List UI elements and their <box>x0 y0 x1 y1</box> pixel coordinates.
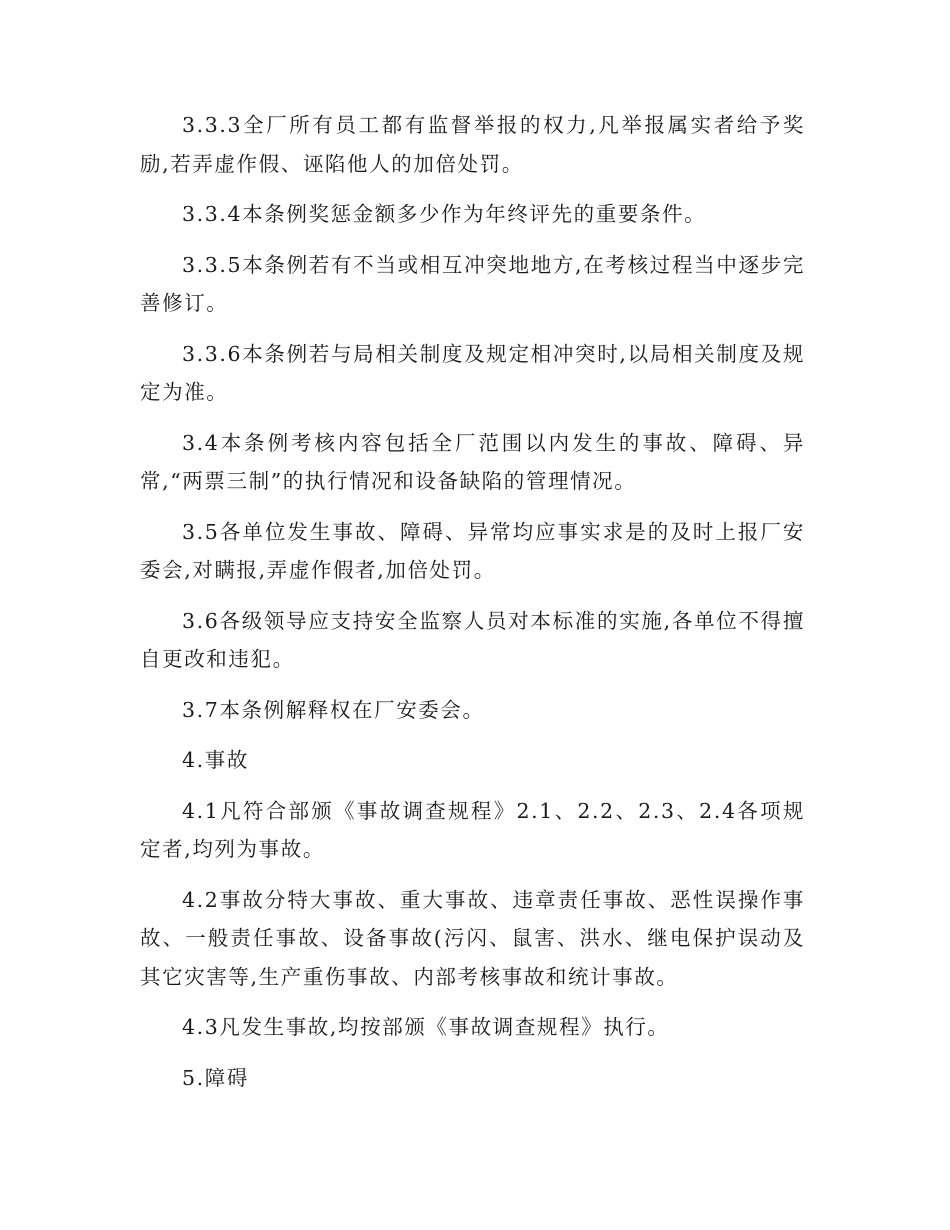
section-heading-4: 4.事故 <box>182 748 249 772</box>
paragraph-3-3-3: 3.3.3全厂所有员工都有监督举报的权力,凡举报属实者给予奖励,若弄虚作假、诬陷他人的加倍处罚。 <box>140 113 805 176</box>
paragraph-3-5: 3.5各单位发生事故、障碍、异常均应事实求是的及时上报厂安委会,对瞒报,弄虚作假者,加倍处罚。 <box>140 519 805 582</box>
paragraph-3-6: 3.6各级领导应支持安全监察人员对本标准的实施,各单位不得擅自更改和违犯。 <box>140 608 805 671</box>
paragraph-3-3-6: 3.3.6本条例若与局相关制度及规定相冲突时,以局相关制度及规定为准。 <box>140 341 805 404</box>
document-body <box>140 106 805 1109</box>
paragraph-4-1: 4.1凡符合部颁《事故调查规程》2.1、2.2、2.3、2.4各项规定者,均列为事故。 <box>140 798 805 861</box>
section-heading-5: 5.障碍 <box>182 1065 249 1090</box>
paragraph-4-2: 4.2事故分特大事故、重大事故、违章责任事故、恶性误操作事故、一般责任事故、设备事故(污闪、鼠害、洪水、继电保护误动及其它灾害等,生产重伤事故、内部考核事故和统计事故。 <box>140 887 805 989</box>
paragraph-3-7: 3.7本条例解释权在厂安委会。 <box>182 697 485 722</box>
paragraph-4-3: 4.3凡发生事故,均按部颁《事故调查规程》执行。 <box>182 1015 670 1039</box>
paragraph-3-3-4: 3.3.4本条例奖惩金额多少作为年终评先的重要条件。 <box>182 202 707 226</box>
paragraph-3-4: 3.4本条例考核内容包括全厂范围以内发生的事故、障碍、异常,“两票三制”的执行情况和设备缺陷的管理情况。 <box>140 430 805 493</box>
paragraph-3-3-5: 3.3.5本条例若有不当或相互冲突地地方,在考核过程当中逐步完善修订。 <box>140 252 805 315</box>
